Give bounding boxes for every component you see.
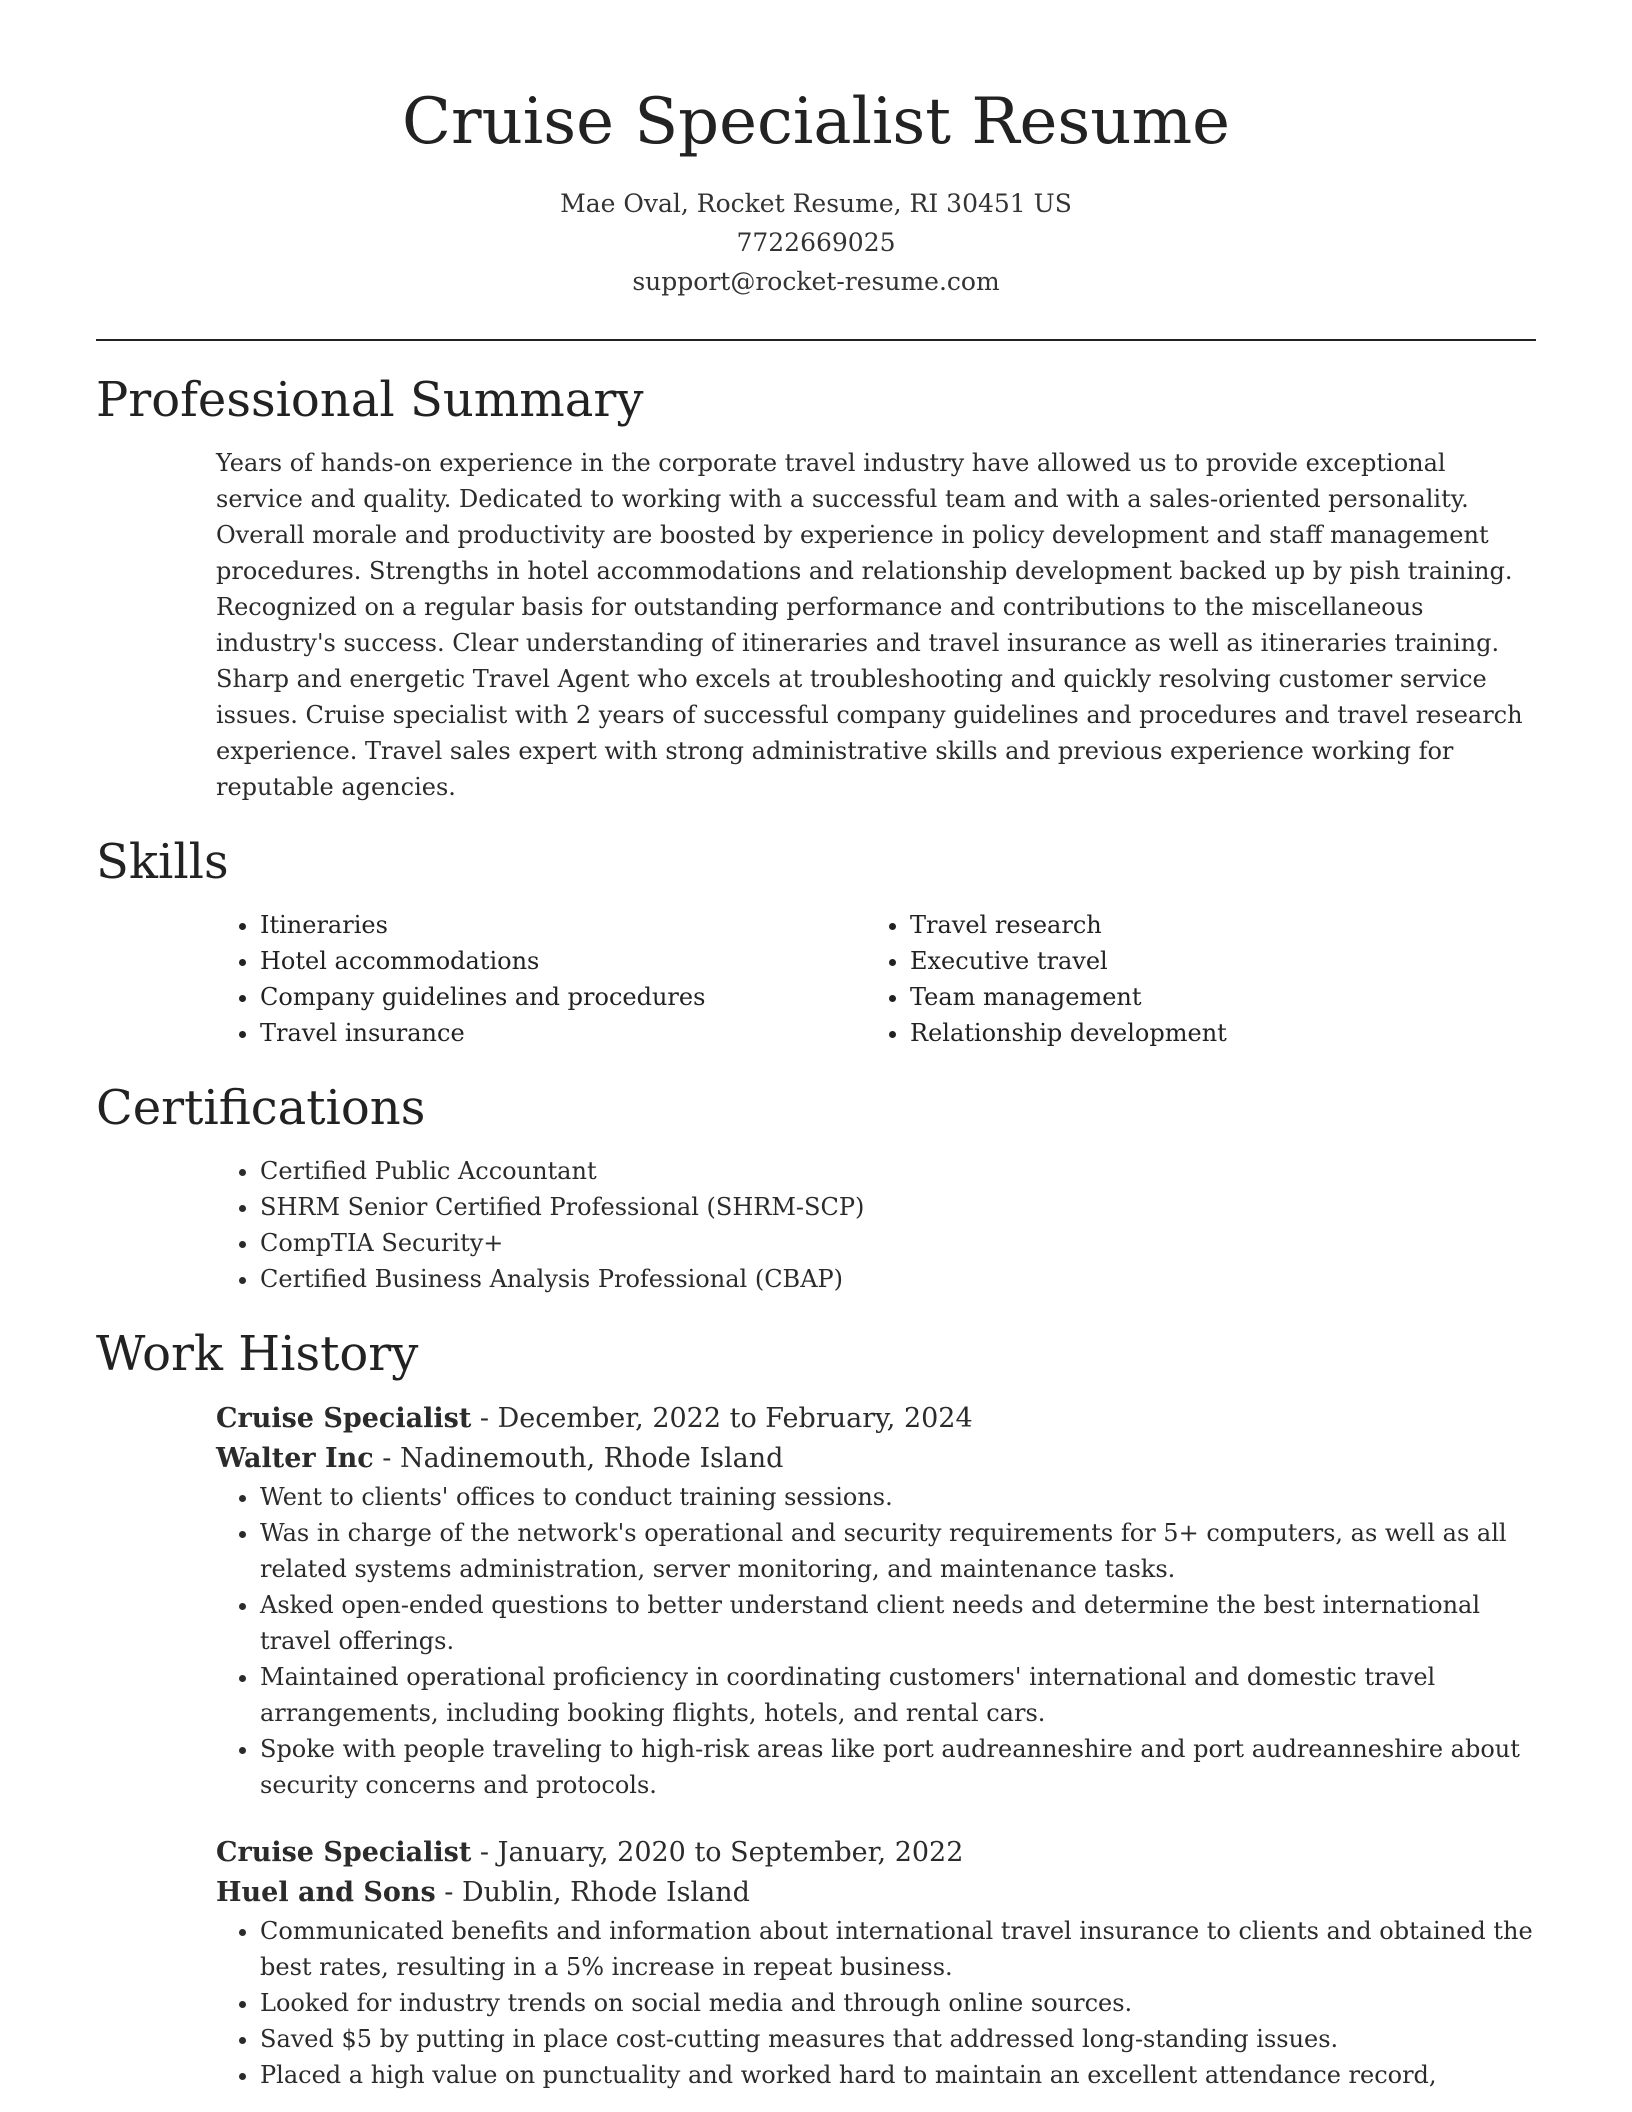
job-role: Cruise Specialist: [216, 1403, 472, 1434]
resume-title: Cruise Specialist Resume: [402, 85, 1230, 159]
work-history-section: [96, 1323, 1536, 2093]
job-bullet: • Placed a high value on punctuality and worked hard to maintain an excellent attendance record,: [260, 2057, 1536, 2093]
job-bullet: • Saved $5 by putting in place cost-cutting measures that addressed long-standing issues.: [260, 2021, 1536, 2057]
skill-item: • Team management: [910, 979, 1516, 1015]
skill-item: • Company guidelines and procedures: [260, 979, 866, 1015]
summary-text: Years of hands-on experience in the corporate travel industry have allowed us to provide exceptional service and quality. Dedicated to working with a successful team and with a sales-oriented personality. Overall morale and productivity are boosted by experience in policy development and staff management procedures. Strengths in hotel accommodations and relationship development backed up by pish training. Recognized on a regular basis for outstanding performance and contributions to the miscellaneous industry's success. Clear understanding of itineraries and travel insurance as well as itineraries training. Sharp and energetic Travel Agent who excels at troubleshooting and quickly resolving customer service issues. Cruise specialist with 2 years of successful company guidelines and procedures and travel research experience. Travel sales expert with strong administrative skills and previous experience working for reputable agencies.: [216, 449, 1523, 801]
job-bullet: • Asked open-ended questions to better understand client needs and determine the best international travel offerings.: [260, 1587, 1536, 1659]
certifications-body: [216, 1153, 1536, 1297]
summary-section: [96, 369, 1536, 805]
skill-item: • Relationship development: [910, 1015, 1516, 1051]
job-bullet: • Looked for industry trends on social media and through online sources.: [260, 1985, 1536, 2021]
certification-item: • Certified Business Analysis Professional (CBAP): [260, 1261, 1536, 1297]
job-location: - Nadinemouth, Rhode Island: [373, 1443, 784, 1474]
job-dates: - December, 2022 to February, 2024: [471, 1403, 973, 1434]
summary-body: [216, 445, 1536, 805]
job-title-line: [216, 1833, 1536, 1873]
certifications-heading: Certifications: [96, 1080, 426, 1136]
certifications-list: [216, 1153, 1536, 1297]
job-bullet: • Spoke with people traveling to high-risk areas like port audreanneshire and port audreanneshire about security concerns and protocols.: [260, 1731, 1536, 1803]
job-company-line: [216, 1873, 1536, 1913]
summary-heading: Professional Summary: [96, 372, 644, 428]
certification-item: • SHRM Senior Certified Professional (SHRM-SCP): [260, 1189, 1536, 1225]
skill-item: • Travel insurance: [260, 1015, 866, 1051]
header-divider: [96, 339, 1536, 341]
contact-address: Mae Oval, Rocket Resume, RI 30451 US: [560, 189, 1072, 218]
skills-column-right: [866, 907, 1516, 1051]
skill-item: • Executive travel: [910, 943, 1516, 979]
job-dates: - January, 2020 to September, 2022: [471, 1837, 964, 1868]
job-entry: [216, 1399, 1536, 1803]
work-history-heading: Work History: [96, 1326, 419, 1382]
contact-email: support@rocket-resume.com: [632, 267, 1000, 296]
certification-item: • Certified Public Accountant: [260, 1153, 1536, 1189]
skills-list-left: [216, 907, 866, 1051]
skills-list-right: [866, 907, 1516, 1051]
certification-item: • CompTIA Security+: [260, 1225, 1536, 1261]
job-company-line: [216, 1439, 1536, 1479]
skill-item: • Travel research: [910, 907, 1516, 943]
job-entry: [216, 1833, 1536, 2093]
skills-heading: Skills: [96, 834, 229, 890]
skills-section: [96, 831, 1536, 1051]
skills-column-left: [216, 907, 866, 1051]
job-bullet: • Maintained operational proficiency in coordinating customers' international and domestic travel arrangements, including booking flights, hotels, and rental cars.: [260, 1659, 1536, 1731]
certifications-section: [96, 1077, 1536, 1297]
job-bullets: [216, 1913, 1536, 2093]
job-bullet: • Was in charge of the network's operational and security requirements for 5+ computers, as well as all related systems administration, server monitoring, and maintenance tasks.: [260, 1515, 1536, 1587]
job-bullet: • Communicated benefits and information about international travel insurance to clients and obtained the best rates, resulting in a 5% increase in repeat business.: [260, 1913, 1536, 1985]
resume-header: [96, 80, 1536, 301]
job-bullets: [216, 1479, 1536, 1803]
job-role: Cruise Specialist: [216, 1837, 472, 1868]
skills-grid: [216, 907, 1536, 1051]
skill-item: • Hotel accommodations: [260, 943, 866, 979]
job-company: Huel and Sons: [216, 1877, 436, 1908]
job-bullet: • Went to clients' offices to conduct training sessions.: [260, 1479, 1536, 1515]
job-title-line: [216, 1399, 1536, 1439]
job-company: Walter Inc: [216, 1443, 374, 1474]
contact-phone: 7722669025: [736, 228, 896, 257]
skill-item: • Itineraries: [260, 907, 866, 943]
job-location: - Dublin, Rhode Island: [435, 1877, 750, 1908]
